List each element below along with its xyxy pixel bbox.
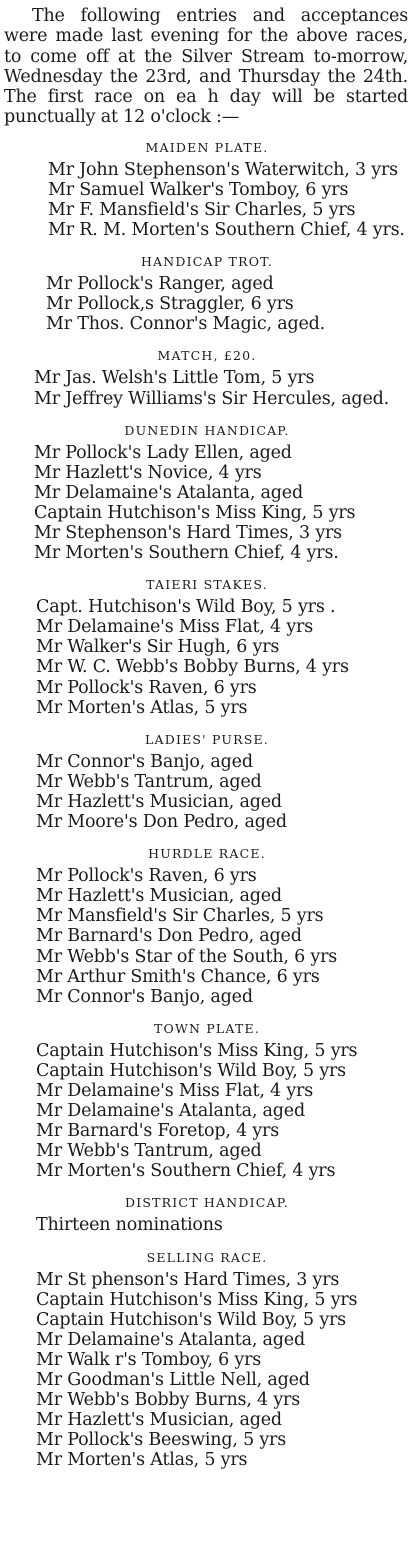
section-heading: MAIDEN PLATE. — [145, 139, 269, 155]
section-heading: DISTRICT HANDICAP. — [125, 1195, 289, 1211]
entry-line: Mr Jas. Welsh's Little Tom, 5 yrs — [34, 368, 315, 389]
entry-line: Mr Barnard's Foretop, 4 yrs — [36, 1121, 280, 1142]
entry-line: Mr F. Mansfield's Sir Charles, 5 yrs — [48, 199, 356, 220]
entry-list — [4, 368, 410, 408]
section-selling-race — [4, 1250, 410, 1471]
entry-line: Mr Walker's Sir Hugh, 6 yrs — [36, 637, 280, 658]
entry-line: Mr Pollock's Ranger, aged — [46, 274, 274, 295]
entry-line: Mr St phenson's Hard Times, 3 yrs — [36, 1269, 340, 1290]
entry-line: Mr Samuel Walker's Tomboy, 6 yrs — [48, 179, 349, 200]
entry-line: Mr Walk r's Tomboy, 6 yrs — [36, 1349, 262, 1370]
entry-list — [4, 597, 410, 718]
entry-line: Mr Goodman's Little Nell, aged — [36, 1370, 310, 1390]
section-heading: LADIES' PURSE. — [145, 731, 269, 747]
entry-line: Mr Mansfield's Sir Charles, 5 yrs — [36, 906, 324, 927]
entry-list — [4, 160, 410, 240]
section-district-handicap — [4, 1195, 410, 1235]
section-heading: HANDICAP TROT. — [140, 254, 274, 270]
entry-line: Mr Moore's Don Pedro, aged — [36, 812, 287, 833]
entry-line: Mr Morten's Southern Chief, 4 yrs. — [34, 543, 339, 564]
entry-line: Mr Pollock's Lady Ellen, aged — [34, 442, 292, 463]
entry-line: Mr Delamaine's Atalanta, aged — [36, 1101, 305, 1122]
entry-line: Mr Pollock's Raven, 6 yrs — [36, 677, 257, 698]
entry-line: Mr Hazlett's Musician, aged — [36, 886, 282, 907]
entry-line: Captain Hutchison's Miss King, 5 yrs — [34, 502, 356, 523]
entry-list — [4, 866, 410, 1007]
entry-list — [4, 1041, 410, 1182]
entry-line: Mr Webb's Star of the South, 6 yrs — [36, 946, 338, 967]
entry-line: Mr Webb's Tantrum, aged — [36, 1141, 262, 1162]
entry-line: Mr Hazlett's Musician, aged — [36, 791, 282, 812]
section-hurdle-race — [4, 846, 410, 1007]
entry-line: Mr Stephenson's Hard Times, 3 yrs — [34, 523, 342, 543]
section-heading: TAIERI STAKES. — [146, 577, 268, 593]
entry-list — [4, 1215, 410, 1235]
entry-line: Mr Webb's Bobby Burns, 4 yrs — [36, 1390, 300, 1411]
entry-line: Mr Jeffrey Williams's Sir Hercules, aged. — [34, 388, 389, 409]
entry-line: Captain Hutchison's Miss King, 5 yrs — [36, 1040, 358, 1061]
entry-line: Captain Hutchison's Wild Boy, 5 yrs — [36, 1309, 346, 1330]
entry-line: Mr Morten's Southern Chief, 4 yrs — [36, 1161, 336, 1182]
entry-list — [4, 443, 410, 564]
entry-line: Mr Connor's Banjo, aged — [36, 751, 253, 772]
section-handicap-trot — [4, 254, 410, 334]
entry-line: Capt. Hutchison's Wild Boy, 5 yrs . — [36, 597, 336, 618]
entry-line: Mr Delamaine's Atalanta, aged — [36, 1329, 305, 1350]
entry-line: Mr Delamaine's Miss Flat, 4 yrs — [36, 1080, 313, 1101]
entry-line: Mr W. C. Webb's Bobby Burns, 4 yrs — [36, 657, 349, 678]
entry-list — [4, 1270, 410, 1471]
entry-line: Mr Connor's Banjo, aged — [36, 986, 253, 1007]
entry-line: Mr Webb's Tantrum, aged — [36, 771, 262, 792]
section-maiden-plate — [4, 140, 410, 240]
entry-line: Thirteen nominations — [36, 1215, 223, 1236]
entry-line: Mr Morten's Atlas, 5 yrs — [36, 697, 248, 718]
entry-line: Mr Arthur Smith's Chance, 6 yrs — [36, 966, 320, 987]
entry-list — [4, 752, 410, 832]
section-match — [4, 348, 410, 408]
entry-line: Mr Hazlett's Novice, 4 yrs — [34, 462, 262, 483]
entry-line: Mr R. M. Morten's Southern Chief, 4 yrs. — [48, 220, 405, 241]
entry-line: Mr Pollock's Beeswing, 5 yrs — [36, 1430, 286, 1451]
entry-line: Mr Barnard's Don Pedro, aged — [36, 926, 302, 947]
entry-list — [4, 274, 410, 334]
entry-line: Mr Pollock,s Straggler, 6 yrs — [46, 294, 294, 315]
section-heading: MATCH, £20. — [157, 348, 257, 364]
section-heading: DUNEDIN HANDICAP. — [124, 422, 290, 438]
intro-paragraph: The following entries and acceptances were made last evening for the above races, to come off at the Silver Stream to-morrow, Wednesday the 23rd, and Thursday the 24th. The first race on ea h day will be started punctually at 12 o'clock :— — [4, 6, 408, 128]
entry-line: Mr Morten's Atlas, 5 yrs — [36, 1450, 248, 1471]
entry-line: Mr Delamaine's Miss Flat, 4 yrs — [36, 617, 313, 638]
entry-line: Mr Pollock's Raven, 6 yrs — [36, 866, 257, 887]
entry-line: Captain Hutchison's Wild Boy, 5 yrs — [36, 1060, 346, 1081]
entry-line: Captain Hutchison's Miss King, 5 yrs — [36, 1289, 358, 1310]
entry-line: Mr John Stephenson's Waterwitch, 3 yrs — [48, 159, 398, 180]
entry-line: Mr Thos. Connor's Magic, aged. — [46, 314, 325, 335]
entry-line: Mr Hazlett's Musician, aged — [36, 1410, 282, 1431]
section-taieri-stakes — [4, 577, 410, 718]
section-town-plate — [4, 1021, 410, 1182]
section-heading: HURDLE RACE. — [148, 846, 266, 862]
section-ladies-purse — [4, 732, 410, 832]
section-heading: TOWN PLATE. — [153, 1020, 261, 1036]
entry-line: Mr Delamaine's Atalanta, aged — [34, 482, 303, 503]
section-dunedin-handicap — [4, 423, 410, 564]
section-heading: SELLING RACE. — [146, 1249, 268, 1265]
